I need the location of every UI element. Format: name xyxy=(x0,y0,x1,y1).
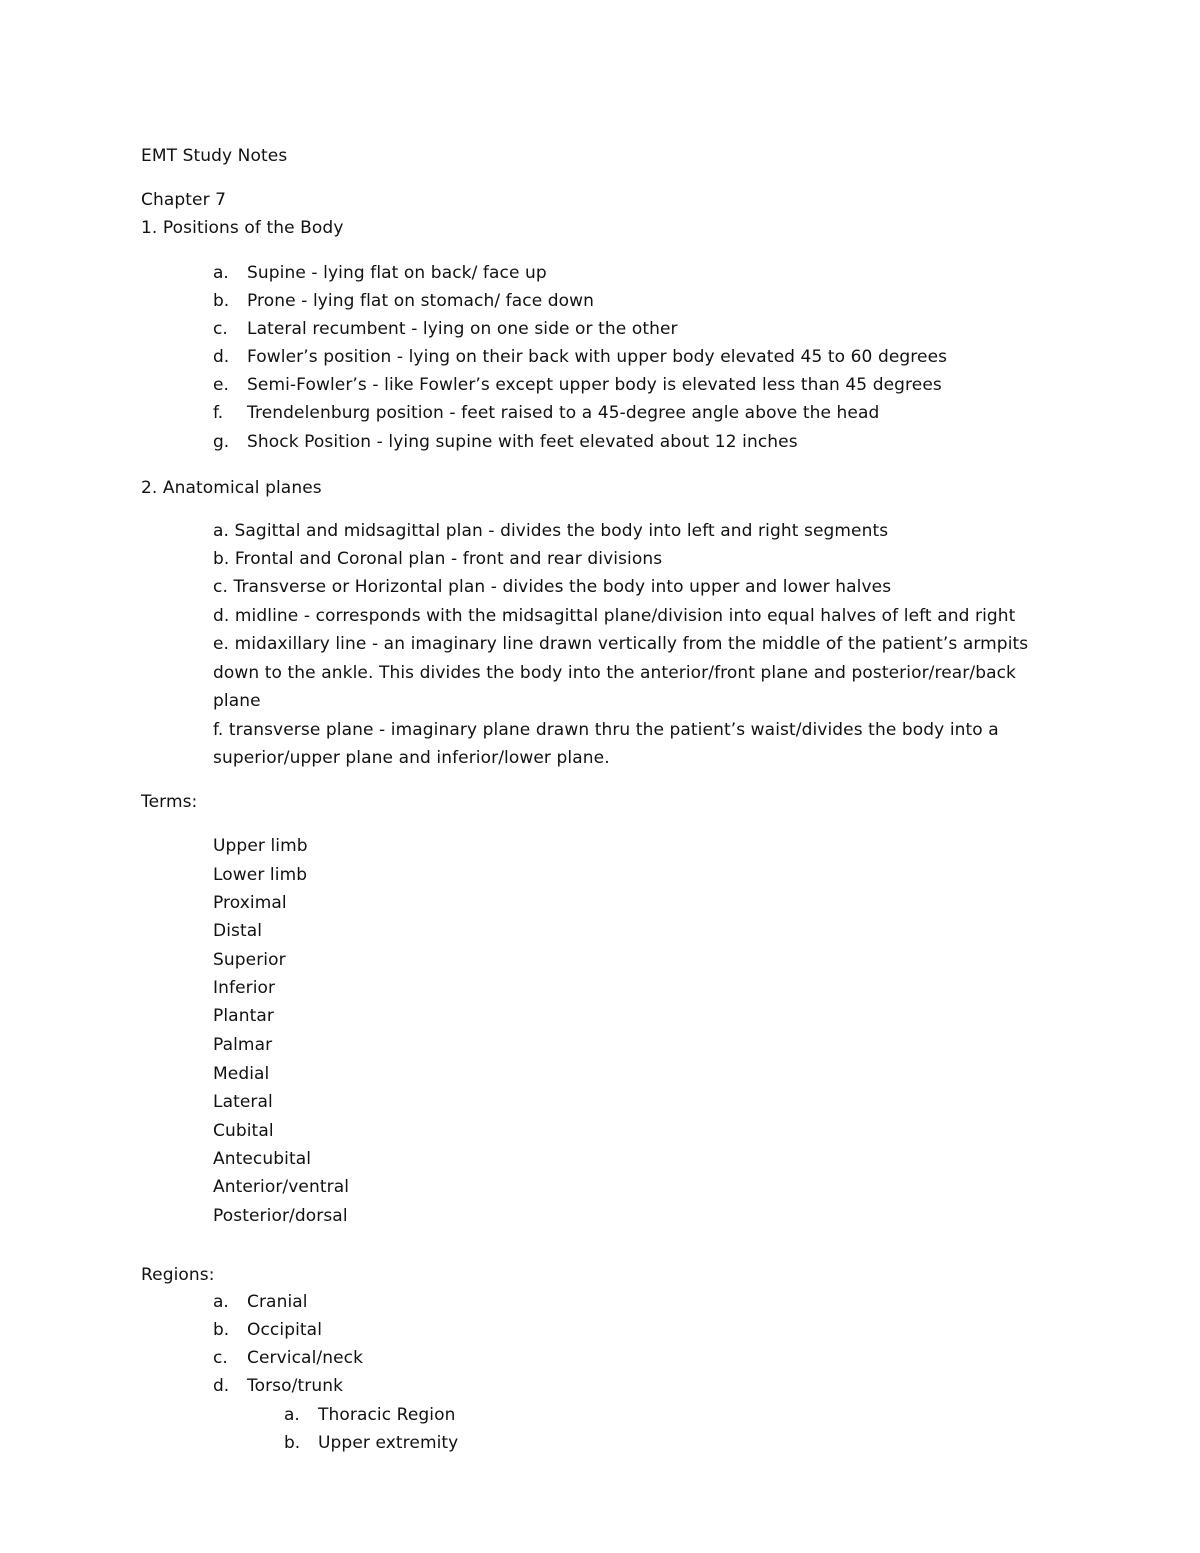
term-item: Plantar xyxy=(213,1006,274,1026)
list-marker: c. xyxy=(213,1348,228,1368)
term-item: Superior xyxy=(213,950,286,970)
term-item: Distal xyxy=(213,921,263,941)
list-marker: f. xyxy=(213,403,224,423)
regions-heading: Regions: xyxy=(141,1265,215,1285)
list-marker: b. xyxy=(284,1433,301,1453)
list-item: Semi-Fowler’s - like Fowler’s except upper body is elevated less than 45 degrees xyxy=(247,375,942,395)
region-item: Cervical/neck xyxy=(247,1348,364,1368)
list-item: Trendelenburg position - feet raised to a 45-degree angle above the head xyxy=(247,403,880,423)
list-marker: b. xyxy=(213,1320,230,1340)
term-item: Lateral xyxy=(213,1092,273,1112)
list-item: Lateral recumbent - lying on one side or the other xyxy=(247,319,678,339)
chapter-heading: Chapter 7 xyxy=(141,190,227,210)
list-marker: a. xyxy=(213,263,229,283)
term-item: Anterior/ventral xyxy=(213,1177,350,1197)
term-item: Upper limb xyxy=(213,836,308,856)
region-item: Torso/trunk xyxy=(247,1376,344,1396)
list-marker: a. xyxy=(284,1405,300,1425)
term-item: Lower limb xyxy=(213,865,308,885)
term-item: Antecubital xyxy=(213,1149,312,1169)
region-subitem: Thoracic Region xyxy=(318,1405,456,1425)
list-marker: e. xyxy=(213,375,229,395)
section-heading-positions: 1. Positions of the Body xyxy=(141,218,344,238)
list-marker: b. xyxy=(213,291,230,311)
plane-line: superior/upper plane and inferior/lower plane. xyxy=(213,748,610,768)
list-item: Prone - lying flat on stomach/ face down xyxy=(247,291,595,311)
term-item: Palmar xyxy=(213,1035,273,1055)
document-title: EMT Study Notes xyxy=(141,146,288,166)
plane-line: f. transverse plane - imaginary plane drawn thru the patient’s waist/divides the body into a xyxy=(213,720,999,740)
term-item: Proximal xyxy=(213,893,287,913)
plane-line: d. midline - corresponds with the midsagittal plane/division into equal halves of left and right xyxy=(213,606,1016,626)
region-subitem: Upper extremity xyxy=(318,1433,459,1453)
terms-heading: Terms: xyxy=(141,792,198,812)
plane-line: a. Sagittal and midsagittal plan - divides the body into left and right segments xyxy=(213,521,889,541)
term-item: Medial xyxy=(213,1064,270,1084)
list-marker: a. xyxy=(213,1292,229,1312)
term-item: Inferior xyxy=(213,978,276,998)
plane-line: b. Frontal and Coronal plan - front and rear divisions xyxy=(213,549,663,569)
list-marker: g. xyxy=(213,432,230,452)
region-item: Cranial xyxy=(247,1292,308,1312)
section-heading-planes: 2. Anatomical planes xyxy=(141,478,322,498)
plane-line: plane xyxy=(213,691,261,711)
term-item: Posterior/dorsal xyxy=(213,1206,348,1226)
term-item: Cubital xyxy=(213,1121,274,1141)
plane-line: e. midaxillary line - an imaginary line drawn vertically from the middle of the patient’s armpits xyxy=(213,634,1029,654)
plane-line: down to the ankle. This divides the body into the anterior/front plane and posterior/rear/back xyxy=(213,663,1017,683)
plane-line: c. Transverse or Horizontal plan - divides the body into upper and lower halves xyxy=(213,577,892,597)
region-item: Occipital xyxy=(247,1320,323,1340)
list-item: Fowler’s position - lying on their back with upper body elevated 45 to 60 degrees xyxy=(247,347,948,367)
list-marker: c. xyxy=(213,319,228,339)
list-item: Supine - lying flat on back/ face up xyxy=(247,263,547,283)
list-marker: d. xyxy=(213,1376,230,1396)
list-marker: d. xyxy=(213,347,230,367)
list-item: Shock Position - lying supine with feet elevated about 12 inches xyxy=(247,432,798,452)
